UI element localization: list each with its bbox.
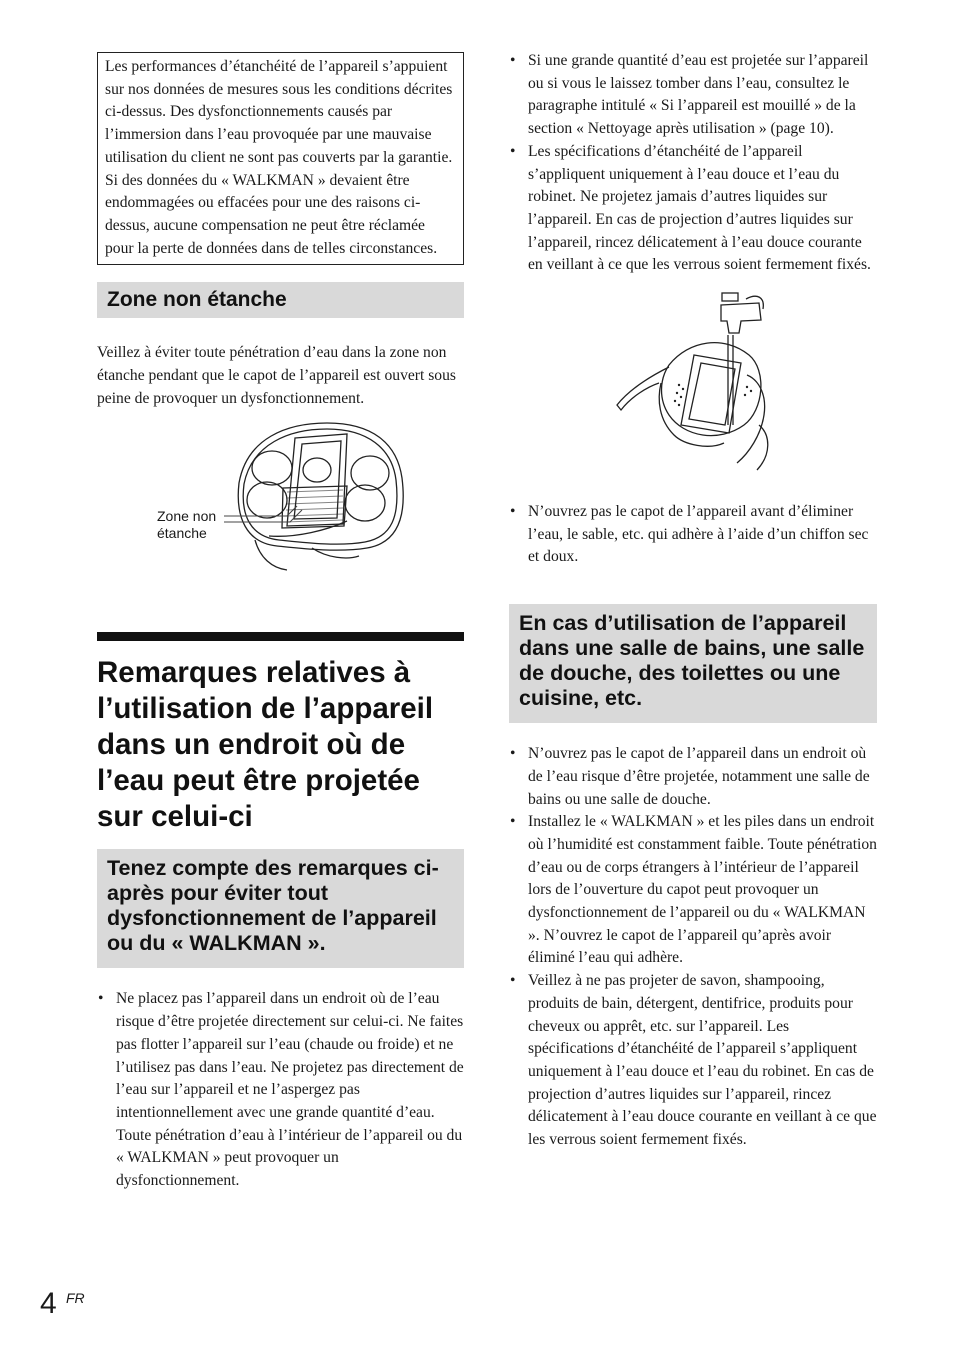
figure-label-line-1: Zone non: [157, 508, 217, 525]
zone-paragraph: Veillez à éviter toute pénétration d’eau dans la zone non étanche pendant que le capot de l’appareil est ouvert sous peine de provoquer un dysfonctionnement.: [97, 344, 456, 407]
list-item: • N’ouvrez pas le capot de l’appareil dans un endroit où de l’eau risque d’être projetée, notamment une salle de bains ou une salle de douche.: [509, 743, 877, 811]
right-bottom-bullet-list: [509, 743, 877, 1152]
data-loss-note-paragraph: Si des données du « WALKMAN » devaient être endommagées ou effacées pour une des raisons ci-dessus, aucune compensation ne peut être réclamée pour la perte de données dans de telles circonstances.: [105, 171, 438, 257]
left-column: [97, 52, 464, 1193]
list-item: • Ne placez pas l’appareil dans un endroit où de l’eau risque d’être projetée directement sur celui-ci. Ne faites pas flotter l’appareil sur l’eau (chaude ou froide) et ne l’utilisez pas dans l’eau. Ne projetez pas directement de l’eau sur l’appareil et ne l’aspergez pas intentionnellement avec une grande quantité d’eau. Toute pénétration d’eau à l’intérieur de l’appareil ou du « WALKMAN » peut provoquer un dysfonctionnement.: [97, 988, 464, 1192]
right-top-bullet-list: [509, 50, 877, 277]
figure-label-line-2: étanche: [157, 525, 207, 542]
list-item: • Si une grande quantité d’eau est projetée sur l’appareil ou si vous le laissez tomber dans l’eau, consultez le paragraphe intitulé « Si l’appareil est mouillé » de la section « Nettoyage après utilisation » (page 10).: [509, 50, 877, 141]
zone-figure: [97, 418, 464, 618]
list-item: • Veillez à ne pas projeter de savon, shampooing, produits de bain, détergent, dentifrice, produits pour cheveux ou apprêt, etc. sur l’appareil. Les spécifications d’étanchéité de l’appareil s’appliquent uniquement à l’eau douce et l’eau du robinet. En cas de projection d’autres liquides sur l’appareil, rincez délicatement à l’eau douce courante en veillant à ce que les verrous soient fermement fixés.: [509, 970, 877, 1152]
list-item: • N’ouvrez pas le capot de l’appareil avant d’éliminer l’eau, le sable, etc. qui adhère à l’aide d’un chiffon sec et doux.: [509, 501, 877, 569]
main-title: Remarques relatives à l’utilisation de l’appareil dans un endroit où de l’eau peut être projetée sur celui-ci: [97, 656, 434, 834]
page-language: FR: [66, 1290, 85, 1306]
bathroom-section-heading: En cas d’utilisation de l’appareil dans une salle de bains, une salle de douche, des toilettes ou une cuisine, etc.: [509, 604, 877, 723]
warranty-note-paragraph: Les performances d’étanchéité de l’appareil s’appuient sur nos données de mesures sous les conditions décrites ci-dessus. Des dysfonctionnements causés par l’immersion dans l’eau provoquée par une mauvaise utilisation du client ne sont pas couverts par la garantie.: [105, 58, 453, 166]
left-bullet-list: [97, 988, 464, 1192]
title-rule: [97, 632, 464, 641]
list-item: • Installez le « WALKMAN » et les piles dans un endroit où l’humidité est constamment faible. Toute pénétration d’eau ou de corps étrangers à l’intérieur de l’appareil lors de l’ouverture du capot peut provoquer un dysfonctionnement de l’appareil ou du « WALKMAN ». N’ouvrez le capot de l’appareil qu’après avoir éliminé l’eau qui adhère.: [509, 811, 877, 970]
rinse-under-tap-illustration: [509, 285, 877, 485]
device-open-illustration: [97, 418, 464, 618]
right-mid-bullet-list: [509, 501, 877, 569]
figure-label-zone: [157, 508, 216, 542]
list-item: • Les spécifications d’étanchéité de l’appareil s’appliquent uniquement à l’eau douce et l’eau du robinet. Ne projetez jamais d’autres liquides sur l’appareil. En cas de projection d’autres liquides sur l’appareil, rincez délicatement à l’eau douce courante en veillant à ce que les verrous soient fermement fixés.: [509, 141, 877, 277]
warranty-note-box: [97, 52, 464, 265]
sub-heading: Tenez compte des remarques ci-après pour éviter tout dysfonctionnement de l’appareil ou du « WALKMAN ».: [97, 849, 464, 968]
rinse-figure: [509, 285, 877, 485]
page-number: 4: [40, 1287, 57, 1320]
right-column: [509, 50, 877, 1152]
zone-heading: Zone non étanche: [97, 282, 464, 318]
